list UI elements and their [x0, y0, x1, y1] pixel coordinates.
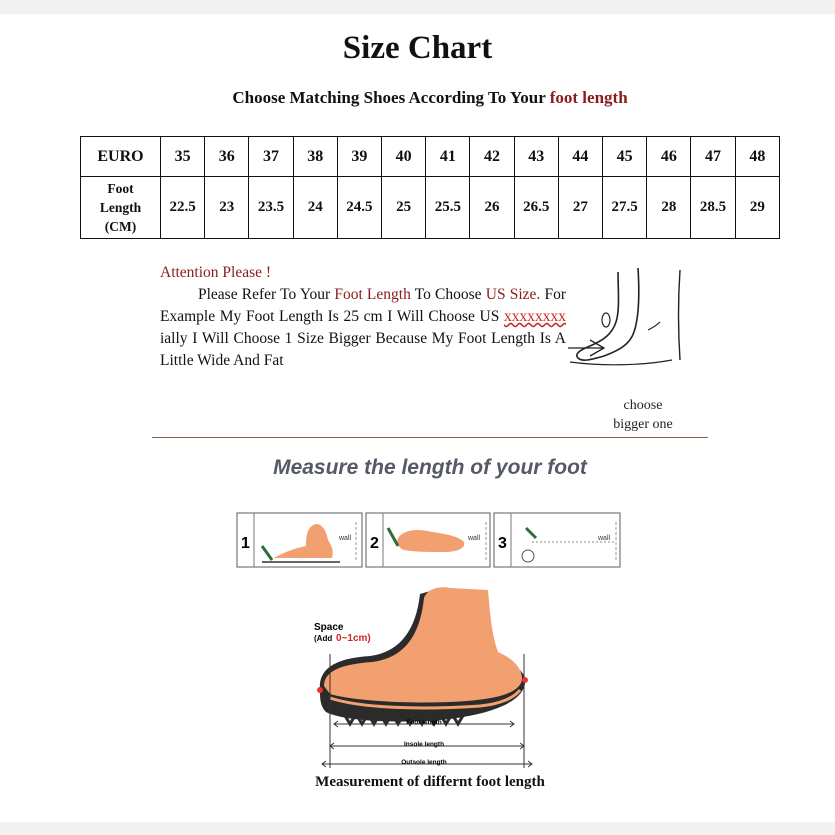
subtitle-text: Choose Matching Shoes According To Your [232, 88, 546, 107]
foot-label-line: Length [99, 200, 142, 216]
euro-size-cell: 43 [514, 137, 558, 177]
foot-length-cell: 26.5 [514, 177, 558, 239]
step-number: 1 [241, 535, 250, 552]
size-chart-sheet [0, 14, 835, 822]
foot-length-label: Foot length [406, 719, 442, 726]
choose-bigger-note [598, 396, 688, 434]
euro-size-cell: 44 [558, 137, 602, 177]
step-3 [494, 513, 620, 567]
step-number: 2 [370, 535, 379, 552]
euro-size-cell: 42 [470, 137, 514, 177]
attention-text: ially I Will Choose 1 Size Bigger Because My Foot Length Is A Little Wide And Fat [160, 330, 566, 369]
foot-label-line: (CM) [104, 219, 137, 235]
attention-body [160, 284, 566, 372]
attention-text: Please Refer To Your [198, 286, 331, 303]
foot-measurement-diagram [300, 574, 550, 774]
space-label: Space [314, 622, 344, 633]
page-title: Size Chart [342, 30, 493, 66]
foot-length-cell: 25 [382, 177, 426, 239]
divider [152, 437, 708, 438]
euro-size-cell: 39 [337, 137, 381, 177]
foot-length-cell: 23 [205, 177, 249, 239]
attention-text: For Example My Foot Length Is 25 cm I Will Choose US [160, 286, 567, 325]
choose-line: choose [623, 398, 663, 413]
euro-size-cell: 47 [691, 137, 735, 177]
masked-text: xxxxxxxx [504, 308, 566, 325]
euro-size-cell: 41 [426, 137, 470, 177]
attention-foot-length: Foot Length [334, 286, 411, 303]
measure-steps [236, 512, 622, 568]
wall-label: wall [339, 535, 352, 542]
foot-sketch-icon [560, 260, 690, 380]
foot-length-label [81, 177, 161, 239]
space-range-label: 0~1cm) [336, 633, 371, 644]
space-add-label: (Add [314, 634, 333, 643]
step-2 [366, 513, 490, 567]
insole-length-label: Insole length [403, 741, 445, 748]
foot-length-cell: 28 [647, 177, 691, 239]
euro-row [81, 137, 780, 177]
size-table [80, 136, 780, 239]
diagram-caption: Measurement of differnt foot length [315, 774, 545, 790]
wall-label: wall [598, 535, 611, 542]
attention-us-size: US Size. [485, 286, 541, 303]
choose-line: bigger one [613, 417, 673, 432]
euro-size-cell: 36 [205, 137, 249, 177]
wall-label: wall [468, 535, 481, 542]
euro-size-cell: 38 [293, 137, 337, 177]
euro-size-cell: 46 [647, 137, 691, 177]
measure-title: Measure the length of your foot [273, 456, 587, 479]
foot-length-cell: 27.5 [603, 177, 647, 239]
euro-size-cell: 45 [603, 137, 647, 177]
euro-size-cell: 35 [161, 137, 205, 177]
euro-size-cell: 48 [735, 137, 779, 177]
foot-label-line: Foot [107, 181, 134, 197]
foot-length-cell: 28.5 [691, 177, 735, 239]
foot-length-cell: 24.5 [337, 177, 381, 239]
outsole-length-label: Outsole length [401, 759, 447, 766]
foot-length-cell: 25.5 [426, 177, 470, 239]
foot-length-cell: 26 [470, 177, 514, 239]
attention-note [160, 262, 566, 372]
foot-length-row [81, 177, 780, 239]
euro-label: EURO [81, 137, 161, 177]
subtitle [0, 88, 835, 108]
euro-size-cell: 37 [249, 137, 293, 177]
euro-size-cell: 40 [382, 137, 426, 177]
step-number: 3 [498, 535, 507, 552]
foot-length-cell: 23.5 [249, 177, 293, 239]
foot-length-cell: 27 [558, 177, 602, 239]
attention-heading: Attention Please ! [160, 264, 272, 281]
foot-length-cell: 24 [293, 177, 337, 239]
foot-length-cell: 29 [735, 177, 779, 239]
attention-text: To Choose [414, 286, 482, 303]
foot-length-cell: 22.5 [161, 177, 205, 239]
step-1 [237, 513, 362, 567]
subtitle-highlight: foot length [549, 88, 628, 107]
